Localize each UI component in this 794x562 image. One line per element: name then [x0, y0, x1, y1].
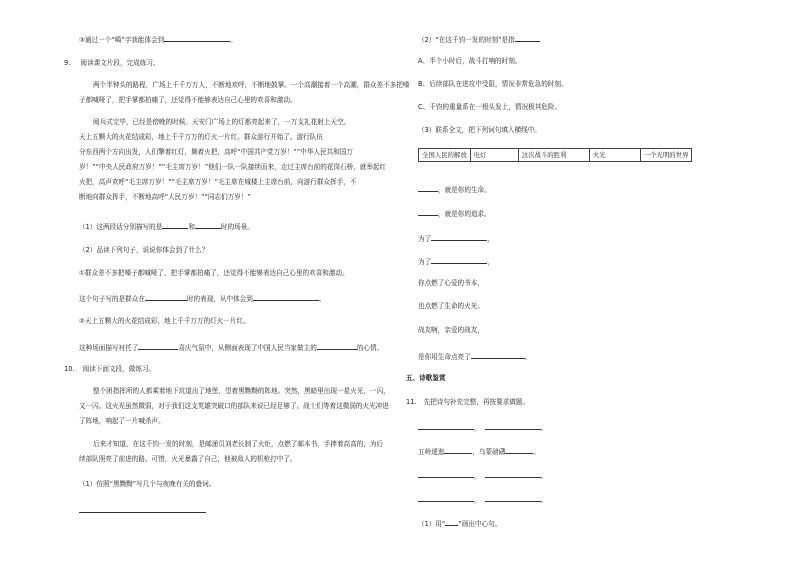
answer-blank[interactable]: [418, 470, 474, 478]
passage-line: 岁！”“中央人民政府万岁！”“毛主席万岁！”他们一队一队接续而来，走过主席台前的花岗石桥，就举起红: [79, 163, 387, 171]
option-b: B、后续部队在进攻中受阻，情况非常危急的时刻。: [418, 80, 568, 88]
poem-line: 你点燃了心爱的书本，: [418, 279, 484, 287]
sentence-2-answer: 这种场面描写衬托了 喜庆气氛中，从侧面表现了中国人民当家做主的 的心情。: [79, 344, 384, 352]
answer-blank[interactable]: [515, 34, 540, 42]
word-cell: 这次战斗的胜利: [518, 149, 589, 162]
question-10-header: [64, 366, 155, 373]
word-cell: 电灯: [470, 149, 518, 162]
fill-line-8: 是你用生命点亮了 。: [418, 353, 532, 361]
answer-blank[interactable]: [164, 34, 230, 42]
passage-line: 了阵地，响起了一片喊杀声。: [79, 417, 165, 425]
question-11-1: （1）用“ ”画出中心句。: [418, 520, 502, 528]
answer-blank[interactable]: [253, 293, 319, 301]
passage-line: 分东西两个方向出发，人们擎着红灯，舞着火把，高呼“中国共产党万岁！”“中华人民共和国万: [79, 148, 353, 156]
word-cell: 一个光明的世界: [640, 149, 692, 162]
passage-line: 断地向群众挥手，不断地高呼“人民万岁！”“同志们万岁！”: [79, 193, 251, 201]
option-a: A、半个小时后，战斗打响的时刻。: [418, 57, 522, 65]
question-title: 先把诗句补充完整，再按要求做题。: [423, 398, 530, 406]
passage-line: 整个团指挥所的人都乘着地下坑道出了地堡，望着黑黝黝的阵地。突然，黑暗里出现一星火光，一闪，: [93, 387, 390, 395]
answer-blank[interactable]: [138, 342, 178, 350]
fill-line-1: ，就是你的生命。: [418, 184, 491, 194]
question-9-1: （1）这两段话分别描写的是 和 时的场景。: [79, 223, 254, 231]
answer-blank[interactable]: [418, 494, 474, 502]
question-number: 10.: [64, 365, 75, 373]
answer-blank[interactable]: [485, 422, 541, 430]
poem-line: 也点燃了生命的火光。: [418, 302, 484, 310]
passage-line: 阅兵式完毕，已经是傍晚的时候。天安门广场上的灯都亮起来了，一万支礼花射上天空。: [93, 118, 351, 126]
answer-blank[interactable]: [485, 494, 541, 502]
passage-line: 后来才知道，在这千钧一发的时刻，是邮递员刘老长制了火炬，点燃了邮本书，手捧着高高的，为后: [93, 440, 384, 448]
answer-blank[interactable]: [444, 446, 472, 454]
poem-fill-3: ， 。: [418, 470, 547, 480]
question-10-2: （2）“在这千钧一发的时刻”是指: [418, 34, 540, 44]
answer-blank[interactable]: [431, 256, 487, 264]
question-number: 9.: [64, 59, 71, 67]
answer-line[interactable]: [79, 512, 206, 513]
sentence-1-answer: 这个句子写的是群众在 时的表现，从中体会到 。: [79, 295, 326, 303]
passage-line: 天上五颗大的火花结成彩，地上千千万万的灯火一片红。群众游行开始了。游行队伍: [79, 133, 323, 141]
passage-line: 子都喊哑了，把手掌都拍痛了，还觉得不能够表达自己心里的欢喜和激动。: [79, 96, 297, 104]
poem-line: 战友啊，亲爱的战友，: [418, 326, 484, 334]
word-choice-table: [418, 148, 692, 162]
question-10-1: （1）仿照“黑黝黝”写几个与夜晚有关的叠词。: [79, 480, 216, 488]
answer-blank[interactable]: [418, 208, 438, 216]
passage-line: 两个半钟头的路程，广场上千千万万人，不断地欢呼，不断地鼓掌。一个高潮接着一个高潮，群众差不多把嗓: [93, 81, 410, 89]
sentence-2: ②天上五颗大的火花结成彩，地上千千万万的灯火一片红。: [79, 317, 250, 325]
answer-prefix: ③通过一个“噶”字我能体会到: [79, 36, 165, 44]
fill-line-3: 为了 ，: [418, 235, 494, 243]
passage-line: 又一闪。这火光虽然微弱，对于我们这支英雄突破口的部队来说已经足够了。战士们等着这微弱的火光冲进: [79, 402, 389, 410]
question-number: 11.: [406, 398, 417, 406]
question-title: 阅读下面文段，做练习。: [82, 365, 156, 373]
answer-blank[interactable]: [485, 470, 541, 478]
word-cell: 全国人民的解放: [419, 149, 471, 162]
word-cell: 火光: [589, 149, 640, 162]
answer-blank[interactable]: [162, 221, 188, 229]
underline-sample: [445, 518, 458, 526]
question-9-header: [64, 60, 160, 67]
poem-fill-2: 五岭逶迤 ，乌蒙磅礴 。: [418, 448, 540, 456]
option-c: C、千钧的重量系在一根头发上，情况极其危险。: [418, 103, 562, 111]
answer-blank[interactable]: [431, 233, 487, 241]
poem-fill-1: ， 。: [418, 422, 547, 432]
answer-line-1: ③通过一个“噶”字我能体会到 。: [79, 36, 237, 44]
sentence-1: ①群众差不多把嗓子都喊哑了，把手掌都拍痛了，还觉得不能够表达自己心里的欢喜和激动。: [79, 269, 349, 277]
passage-line: 续部队照亮了前进的路。可惜，火光暴露了自己，他被敌人的机枪打中了。: [79, 455, 297, 463]
question-9-2: （2）品读下列句子，说说你体会到了什么？: [79, 246, 209, 254]
answer-blank[interactable]: [145, 293, 187, 301]
question-11-header: [406, 399, 529, 406]
answer-blank[interactable]: [195, 221, 221, 229]
fill-line-4: 为了 ，: [418, 258, 494, 266]
poem-fill-4: ， 。: [418, 494, 547, 504]
answer-blank[interactable]: [418, 184, 438, 192]
fill-line-2: ，就是你的追求。: [418, 208, 491, 218]
question-title: 阅读课文片段，完成练习。: [80, 59, 160, 67]
passage-line: 火把，高声欢呼“毛主席万岁！”“毛主席万岁！”毛主席在城楼上主席台前，向游行群众挥手，不: [79, 178, 357, 186]
answer-blank[interactable]: [471, 351, 525, 359]
question-10-3: （3）联系全文，把下列词句填入横线中。: [418, 126, 541, 134]
answer-blank[interactable]: [505, 446, 533, 454]
answer-blank[interactable]: [317, 342, 357, 350]
answer-blank[interactable]: [418, 422, 474, 430]
section-title: 五、诗歌鉴赏: [406, 374, 446, 382]
